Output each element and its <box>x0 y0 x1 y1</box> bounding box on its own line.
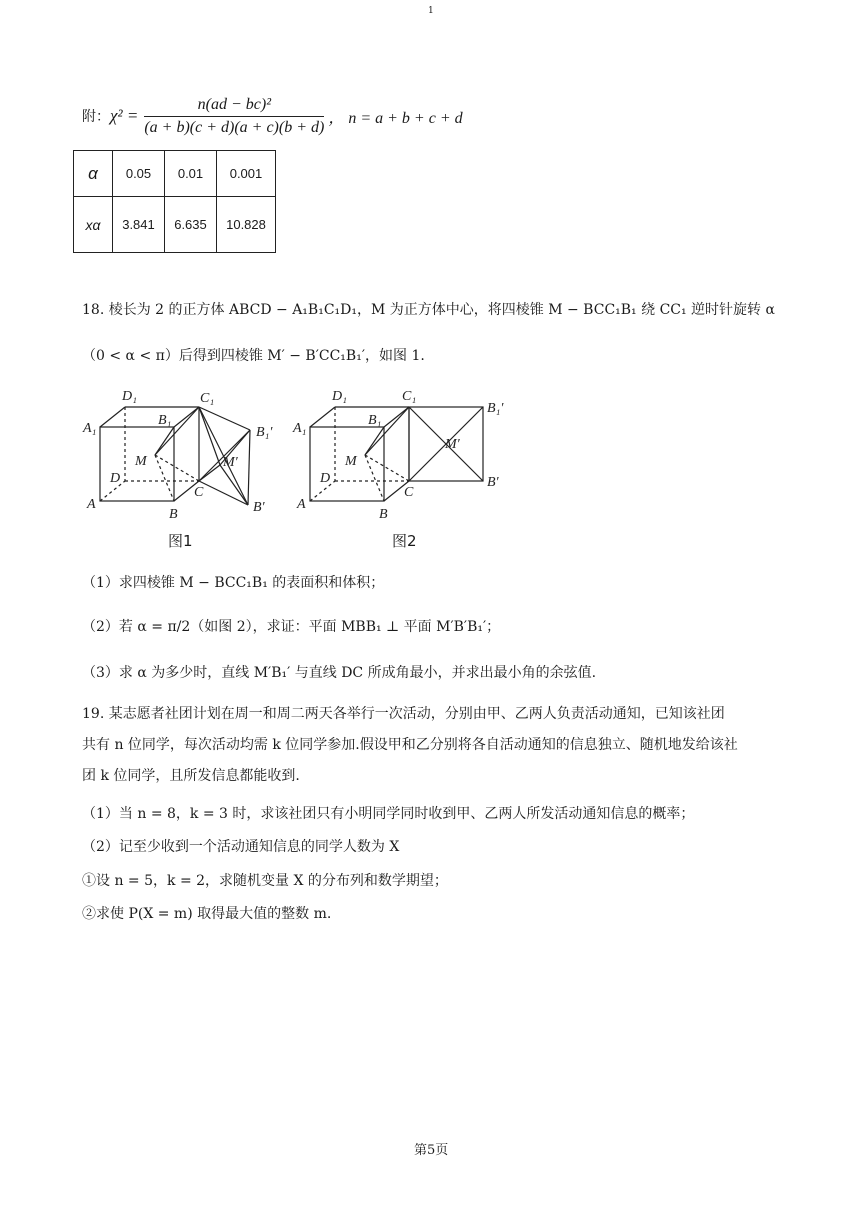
label-A: A <box>297 497 306 512</box>
header-mark: 1 <box>428 6 434 16</box>
label-B: B <box>169 507 178 522</box>
label-C1: C₁ <box>200 391 215 406</box>
label-B1-prime: B₁′ <box>487 401 504 416</box>
q19-line3: 团 k 位同学，且所发信息都能收到. <box>82 768 300 784</box>
table-cell: 0.01 <box>165 151 217 197</box>
page-number: 第5页 <box>414 1143 449 1158</box>
label-M-prime: M′ <box>223 455 238 470</box>
q19-part2: （2）记至少收到一个活动通知信息的同学人数为 X <box>82 839 400 855</box>
q19-part1: （1）当 n = 8，k = 3 时，求该社团只有小明同学同时收到甲、乙两人所发活动通知信息的概率； <box>82 806 695 822</box>
label-B-prime: B′ <box>487 475 499 490</box>
appendix-label: 附： <box>82 109 110 125</box>
chi-numerator: n(ad − bc)² <box>144 96 324 117</box>
q18-part3: （3）求 α 为多少时，直线 M′B₁′ 与直线 DC 所成角最小，并求出最小角的余弦值. <box>82 665 597 681</box>
label-M: M <box>345 454 357 469</box>
q18-stem-line2: （0 < α < π）后得到四棱锥 M′ − B′CC₁B₁′，如图 1. <box>82 348 425 364</box>
label-B1-prime: B₁′ <box>256 425 273 440</box>
label-M: M <box>135 454 147 469</box>
q18-part2: （2）若 α = π/2（如图 2），求证：平面 MBB₁ ⊥ 平面 M′B′B₁′； <box>82 619 501 635</box>
table-head-alpha: α <box>74 151 113 197</box>
label-B: B <box>379 507 388 522</box>
chi-lhs: χ² = <box>110 106 139 125</box>
label-A: A <box>87 497 96 512</box>
label-C1: C₁ <box>402 389 417 404</box>
label-D1: D₁ <box>332 389 347 404</box>
q19-sub2: ②求使 P(X = m) 取得最大值的整数 m. <box>82 906 332 922</box>
table-cell: 3.841 <box>113 197 165 253</box>
q19-sub1: ①设 n = 5，k = 2，求随机变量 X 的分布列和数学期望； <box>82 873 448 889</box>
label-C: C <box>404 485 414 500</box>
table-cell: 10.828 <box>217 197 276 253</box>
table-cell: 0.05 <box>113 151 165 197</box>
n-definition: ， n = a + b + c + d <box>328 109 463 127</box>
label-D1: D₁ <box>122 389 137 404</box>
table-head-x-alpha: xα <box>74 197 113 253</box>
critical-value-table <box>73 150 276 253</box>
label-A1: A₁ <box>293 421 307 436</box>
chi-denominator: (a + b)(c + d)(a + c)(b + d) <box>144 118 325 136</box>
table-row <box>74 197 276 253</box>
label-M-prime: M′ <box>445 437 460 452</box>
table-cell: 0.001 <box>217 151 276 197</box>
q18-part1: （1）求四棱锥 M − BCC₁B₁ 的表面积和体积； <box>82 575 385 591</box>
label-D: D <box>110 471 121 486</box>
figure-2 <box>290 380 520 525</box>
label-A1: A₁ <box>83 421 97 436</box>
table-cell: 6.635 <box>165 197 217 253</box>
chi-square-formula <box>82 90 463 142</box>
label-B1: B₁ <box>158 413 172 428</box>
figure-1 <box>80 380 280 525</box>
label-C: C <box>194 485 204 500</box>
q18-stem-line1: 18. 棱长为 2 的正方体 ABCD − A₁B₁C₁D₁，M 为正方体中心，将四棱锥 M − BCC₁B₁ 绕 CC₁ 逆时针旋转 α <box>82 302 775 318</box>
figure-2-caption: 图2 <box>392 532 417 550</box>
table-row <box>74 151 276 197</box>
label-B-prime: B′ <box>253 500 265 515</box>
q19-line1: 19. 某志愿者社团计划在周一和周二两天各举行一次活动，分别由甲、乙两人负责活动通知，已知该社团 <box>82 706 725 722</box>
figure-1-caption: 图1 <box>168 532 193 550</box>
q19-line2: 共有 n 位同学，每次活动均需 k 位同学参加.假设甲和乙分别将各自活动通知的信息独立、随机地发给该社 <box>82 737 738 753</box>
chi-fraction <box>144 96 324 137</box>
label-B1: B₁ <box>368 413 382 428</box>
label-D: D <box>320 471 331 486</box>
